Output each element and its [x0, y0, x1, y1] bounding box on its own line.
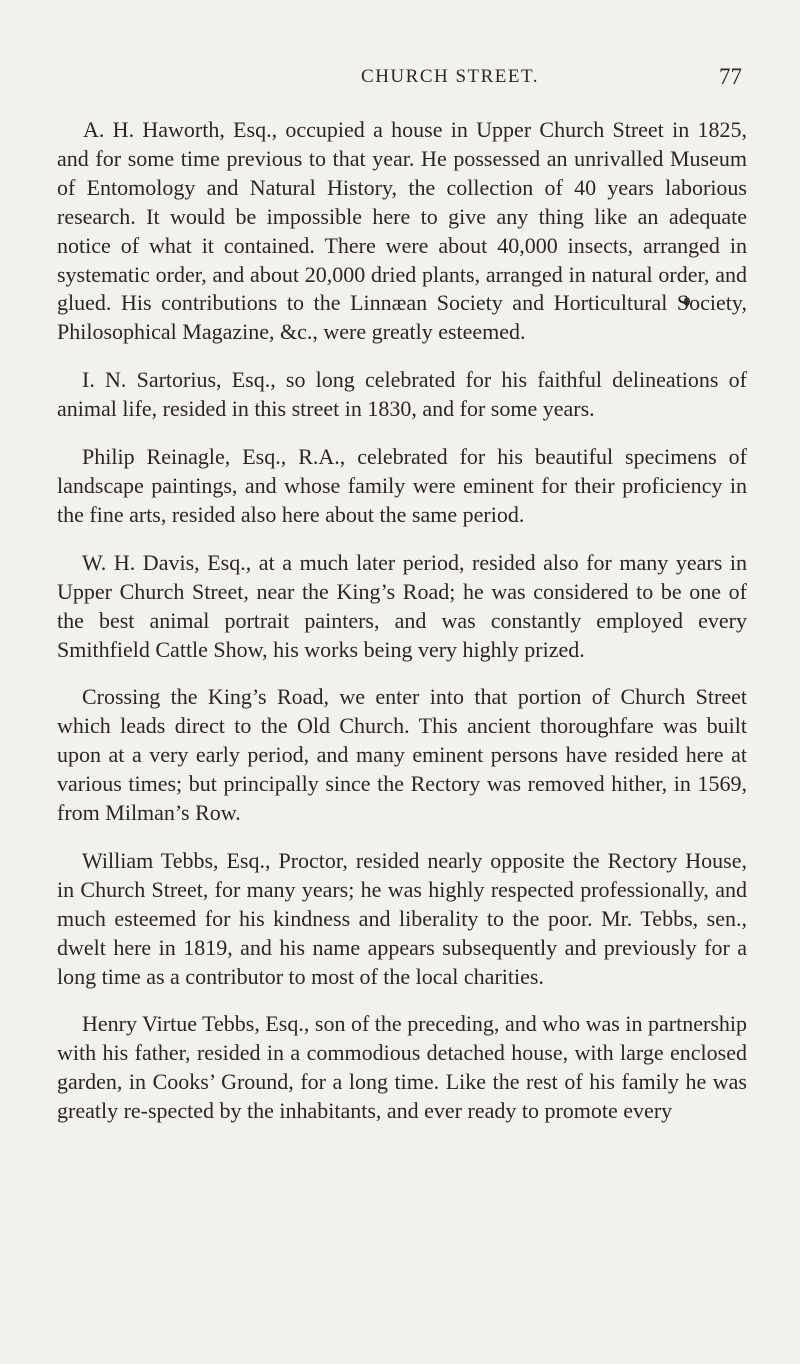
paragraph-sartorius: I. N. Sartorius, Esq., so long celebrated for his faithful delineations of animal life, resided in this street in 1830, and for some years. — [57, 367, 747, 422]
paragraph-davis: W. H. Davis, Esq., at a much later period, resided also for many years in Upper Church Street, near the King’s Road; he was considered to be one of the best animal portrait painters, and was constantly employed every Smithfield Cattle Show, his works being very highly prized. — [57, 549, 747, 662]
running-header — [150, 62, 750, 92]
body-text — [57, 116, 747, 1145]
paragraph-henry-virtue-tebbs: Henry Virtue Tebbs, Esq., son of the preceding, and who was in partnership with his father, resided in a commodious detached house, with large enclosed garden, in Cooks’ Ground, for a long time. Like the rest of his family he was greatly re-spected by the inhabitants, and ever ready to promote every — [57, 1011, 747, 1124]
paragraph-william-tebbs: William Tebbs, Esq., Proctor, resided nearly opposite the Rectory House, in Church Street, for many years; he was highly respected professionally, and much esteemed for his kindness and liberality to the poor. Mr. Tebbs, sen., dwelt here in 1819, and his name appears subsequently and previously for a long time as a contributor to most of the local charities. — [57, 847, 747, 989]
paragraph-crossing-kings-road: Crossing the King’s Road, we enter into that portion of Church Street which leads direct to the Old Church. This ancient thoroughfare was built upon at a very early period, and many eminent persons have resided here at various times; but principally since the Rectory was removed hither, in 1569, from Milman’s Row. — [57, 684, 747, 826]
running-title: CHURCH STREET. — [361, 66, 539, 87]
page-number: 77 — [719, 64, 742, 89]
paragraph-haworth: A. H. Haworth, Esq., occupied a house in Upper Church Street in 1825, and for some time previous to that year. He possessed an unrivalled Museum of Entomology and Natural History, the collection of 40 years laborious research. It would be impossible here to give any thing like an adequate notice of what it contained. There were about 40,000 insects, arranged in systematic order, and about 20,000 dried plants, arranged in natural order, and glued. His contributions to the Linnæan Society and Horticultural Society, Philosophical Magazine, &c., were greatly esteemed. — [57, 117, 747, 345]
paragraph-reinagle: Philip Reinagle, Esq., R.A., celebrated for his beautiful specimens of landscape paintings, and whose family were eminent for their proficiency in the fine arts, resided also here about the same period. — [57, 444, 747, 527]
